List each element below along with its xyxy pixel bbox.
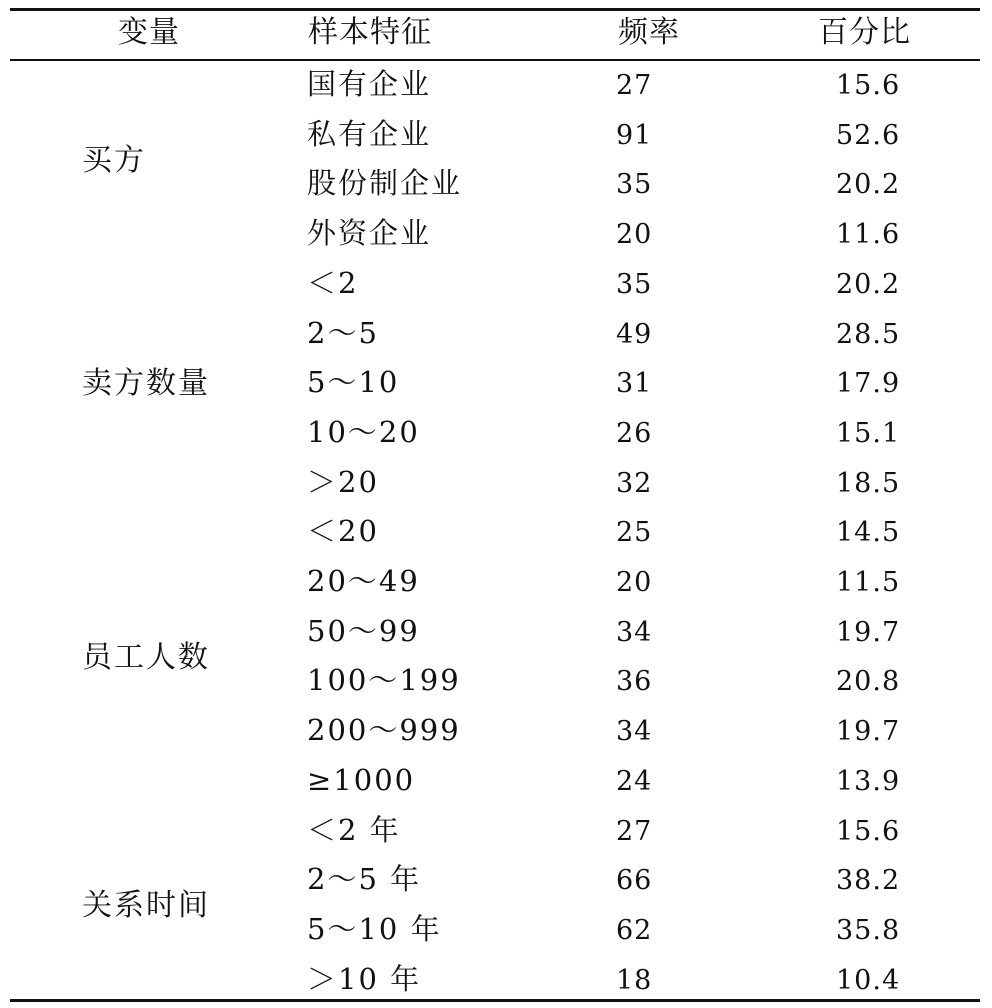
row-feature: 股份制企业 — [307, 166, 463, 201]
row-percent: 20.8 — [836, 666, 901, 698]
row-feature: 100～199 — [307, 663, 461, 698]
row-frequency: 26 — [616, 417, 653, 449]
row-feature: 国有企业 — [307, 67, 432, 101]
table-bottom-rule — [10, 999, 980, 1002]
row-feature: 2～5 年 — [307, 862, 422, 897]
row-frequency: 27 — [616, 70, 653, 101]
table-top-rule — [10, 8, 980, 11]
row-percent: 15.1 — [836, 417, 901, 449]
row-percent: 20.2 — [836, 169, 901, 201]
row-frequency: 31 — [616, 368, 653, 400]
row-frequency: 36 — [616, 666, 653, 698]
row-frequency: 91 — [616, 119, 653, 151]
row-feature: 外资企业 — [307, 216, 432, 251]
row-percent: 18.5 — [836, 467, 901, 499]
row-percent: 15.6 — [836, 70, 901, 101]
row-frequency: 49 — [616, 318, 653, 350]
header-percent: 百分比 — [818, 15, 911, 50]
header-variable: 变量 — [118, 15, 180, 50]
row-feature: ＜2 年 — [307, 812, 401, 847]
row-feature: 20～49 — [307, 564, 420, 598]
row-percent: 38.2 — [836, 865, 901, 897]
row-feature: ≥1000 — [307, 762, 416, 797]
row-percent: 17.9 — [836, 368, 901, 400]
row-frequency: 18 — [616, 964, 653, 996]
row-percent: 28.5 — [836, 318, 901, 350]
group-label: 买方 — [82, 142, 146, 178]
row-frequency: 27 — [616, 815, 653, 847]
row-frequency: 35 — [616, 268, 653, 300]
group-label: 卖方数量 — [82, 366, 210, 402]
row-percent: 20.2 — [836, 268, 901, 300]
row-percent: 11.5 — [836, 567, 901, 598]
row-frequency: 20 — [616, 219, 653, 251]
row-feature: ＞20 — [307, 464, 379, 499]
row-feature: ＜20 — [307, 514, 379, 549]
header-rule — [10, 59, 980, 61]
row-percent: 35.8 — [836, 914, 901, 946]
row-percent: 14.5 — [836, 517, 901, 549]
row-percent: 10.4 — [836, 964, 901, 996]
row-feature: 2～5 — [307, 315, 379, 350]
header-frequency: 频率 — [618, 15, 680, 50]
row-frequency: 66 — [616, 865, 653, 897]
row-percent: 13.9 — [836, 765, 901, 797]
row-feature: 50～99 — [307, 613, 420, 648]
row-feature: ＜2 — [307, 265, 359, 300]
group-label: 关系时间 — [82, 888, 210, 924]
row-feature: 200～999 — [307, 713, 461, 748]
row-frequency: 35 — [616, 169, 653, 201]
row-percent: 19.7 — [836, 616, 901, 648]
row-frequency: 32 — [616, 467, 653, 499]
row-frequency: 20 — [616, 567, 653, 598]
row-percent: 19.7 — [836, 716, 901, 748]
row-feature: 5～10 — [307, 365, 400, 400]
row-frequency: 34 — [616, 716, 653, 748]
row-frequency: 24 — [616, 765, 653, 797]
row-feature: 私有企业 — [307, 116, 432, 151]
row-feature: ＞10 年 — [307, 961, 422, 996]
row-percent: 15.6 — [836, 815, 901, 847]
row-frequency: 34 — [616, 616, 653, 648]
row-frequency: 62 — [616, 914, 653, 946]
row-percent: 11.6 — [836, 219, 901, 251]
group-label: 员工人数 — [82, 639, 210, 675]
row-percent: 52.6 — [836, 119, 901, 151]
header-feature: 样本特征 — [308, 15, 432, 50]
row-frequency: 25 — [616, 517, 653, 549]
row-feature: 5～10 年 — [307, 911, 442, 946]
row-feature: 10～20 — [307, 414, 420, 449]
